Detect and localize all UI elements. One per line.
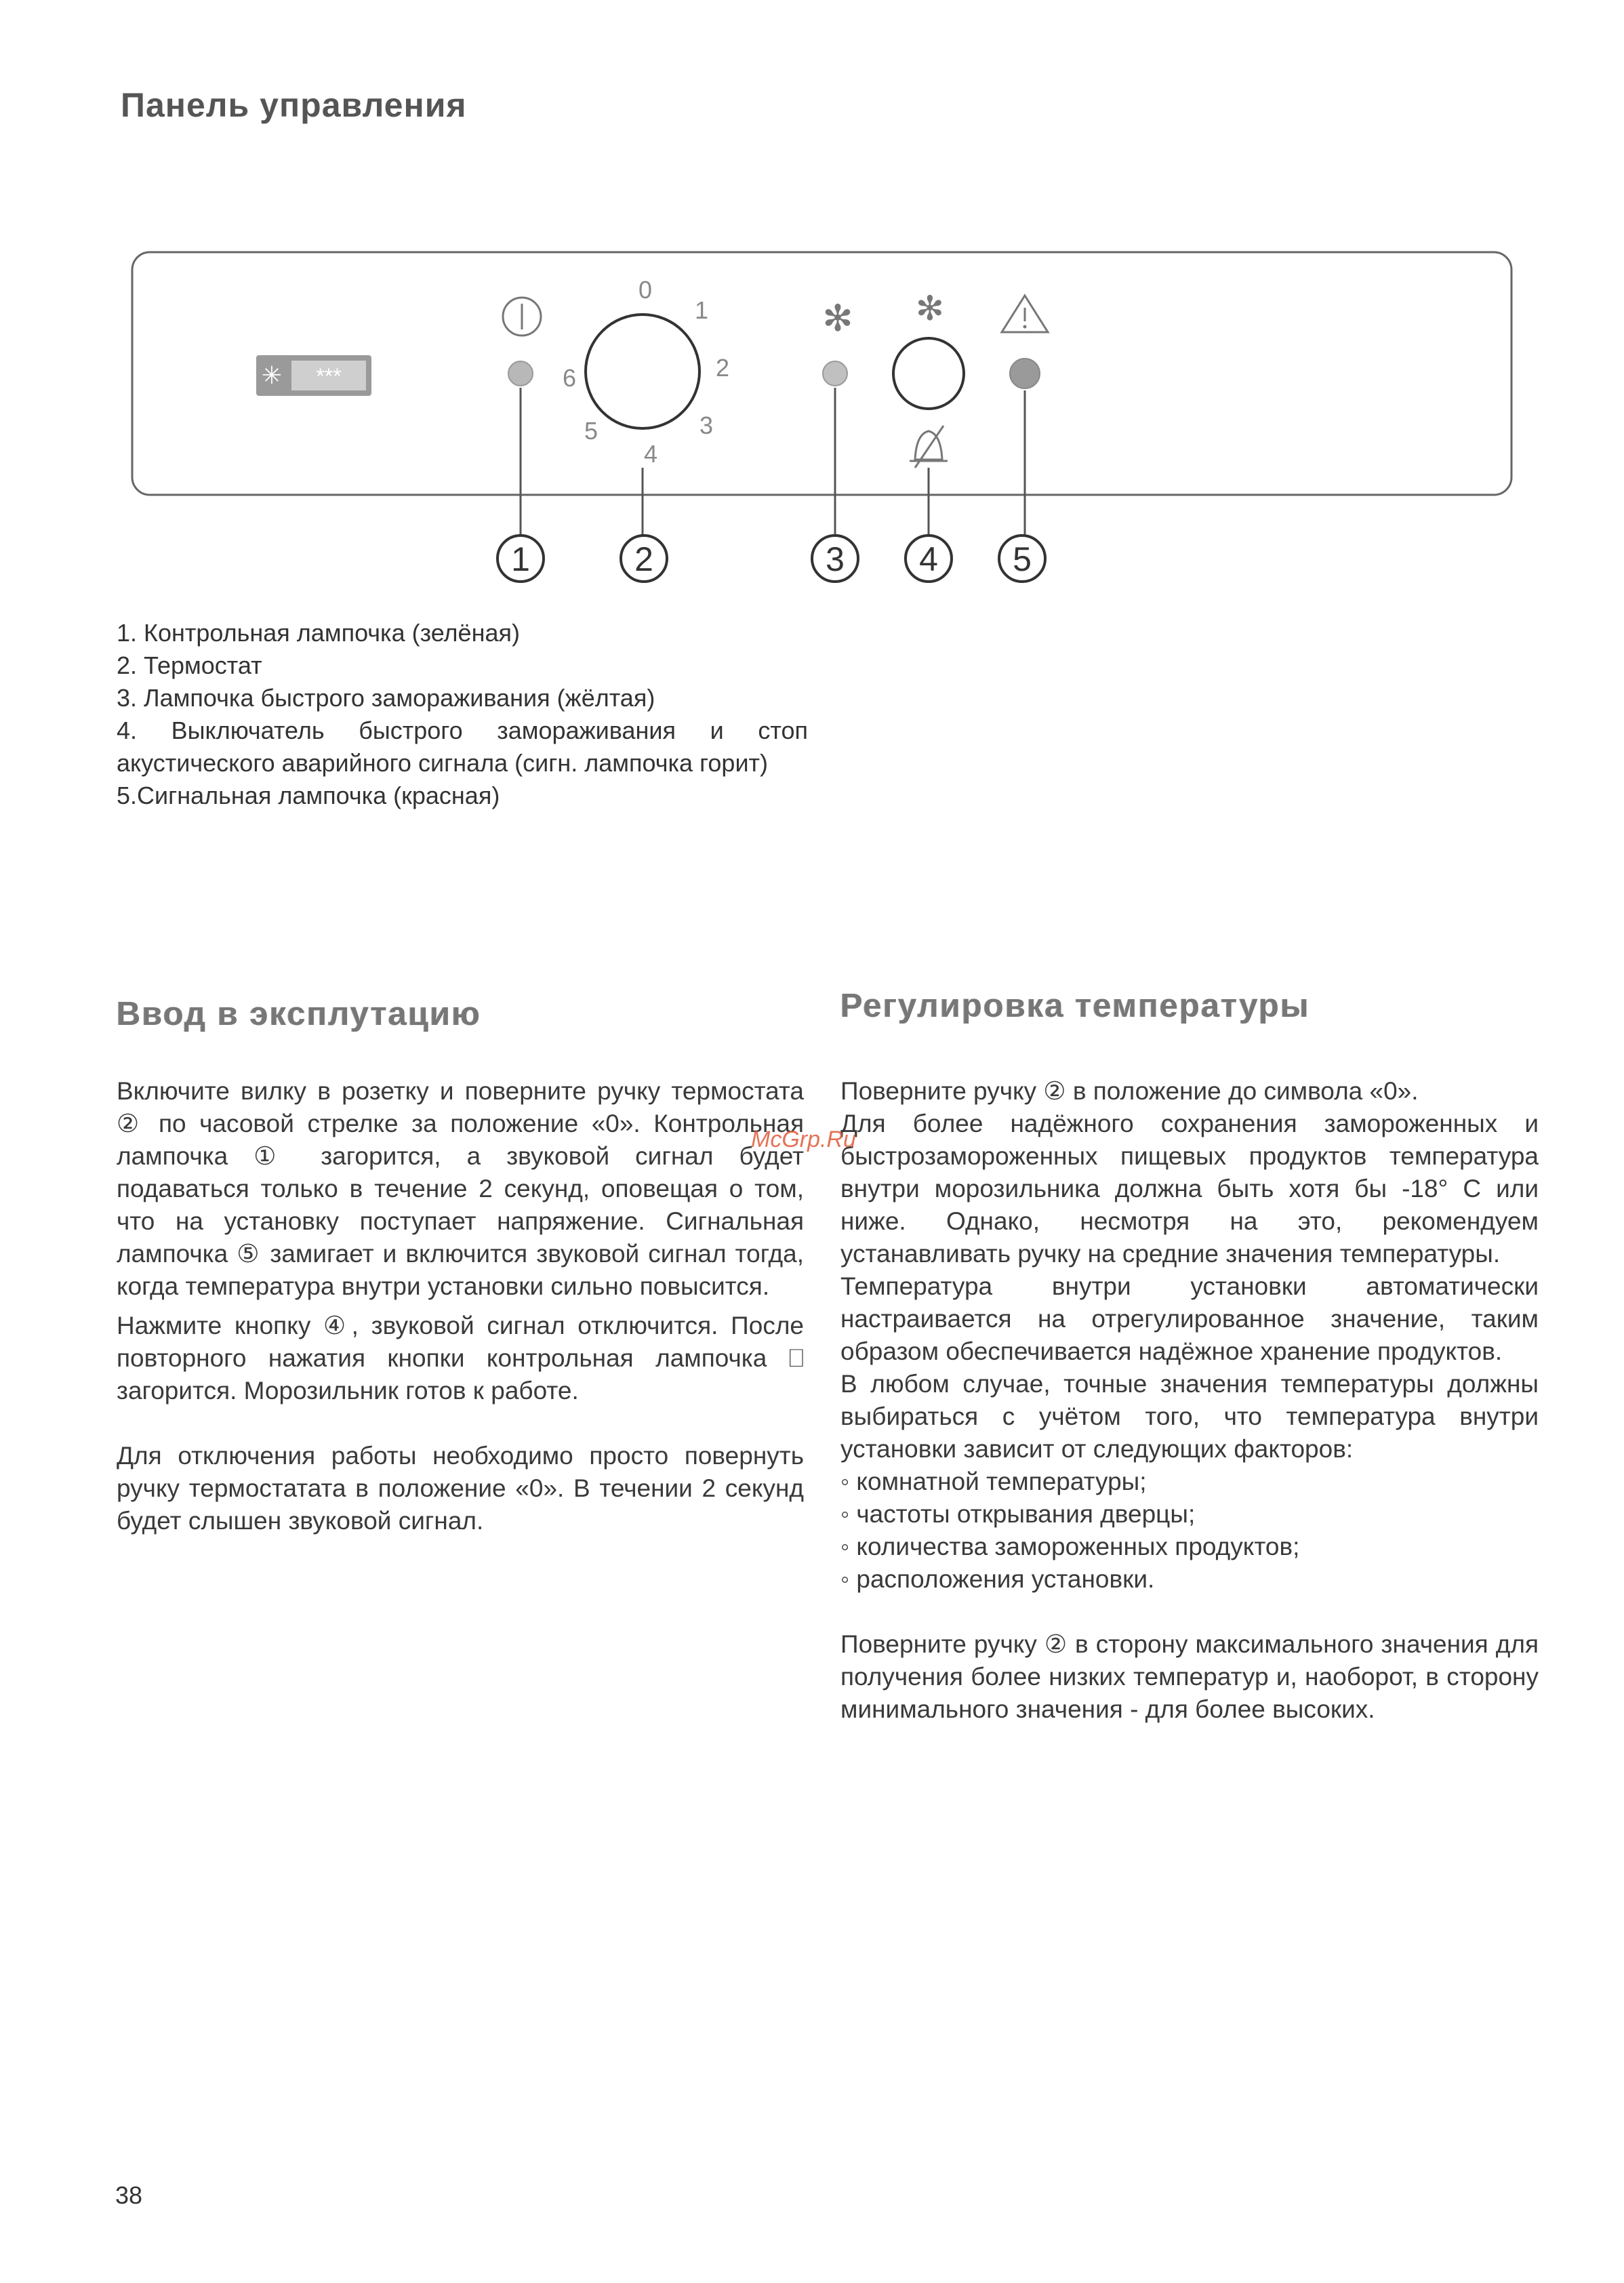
svg-text:1: 1: [511, 540, 530, 578]
freezer-star-label: [256, 355, 371, 396]
dial-number-2: 2: [715, 354, 730, 382]
dial-number-6: 6: [562, 364, 577, 392]
legend-item: 1. Контрольная лампочка (зелёная): [117, 619, 520, 647]
dial-number-3: 3: [699, 411, 714, 439]
svg-text:3: 3: [826, 540, 845, 578]
alarm-lamp-red: [1010, 359, 1040, 388]
callout-5: [999, 536, 1045, 582]
snowflake-icon: ✻: [822, 298, 853, 339]
section-heading-commissioning: Ввод в эксплутацию: [117, 996, 482, 1032]
temperature-text: [840, 1075, 1539, 1726]
section-heading-temperature: Регулировка температуры: [840, 988, 1310, 1024]
dial-number-5: 5: [584, 417, 598, 445]
paragraph: Температура внутри установки автоматически настраивается на отрегулированное значение, таким образом обеспечивается надёжное хранение продуктов.: [840, 1272, 1539, 1365]
svg-text:4: 4: [919, 540, 938, 578]
paragraph: Поверните ручку ② в положение до символа «0».: [840, 1077, 1419, 1105]
freezer-label-text: ***: [316, 364, 342, 388]
panel-legend: [117, 617, 808, 812]
legend-item: 3. Лампочка быстрого замораживания (жёлтая): [117, 684, 655, 712]
thermostat-dial[interactable]: [586, 315, 699, 428]
legend-item: 5.Сигнальная лампочка (красная): [117, 782, 500, 809]
paragraph: Для более надёжного сохранения замороженных и быстрозамороженных пищевых продуктов температура внутри морозильника должна быть хотя бы -18° С или ниже. Однако, несмотря на это, рекомендуем устанавливать ручку на средние значения температуры.: [840, 1110, 1539, 1268]
control-lamp-green: [508, 361, 533, 386]
page-title: Панель управления: [121, 86, 467, 124]
svg-text:5: 5: [1013, 540, 1032, 578]
list-item: ◦ комнатной температуры;: [840, 1466, 1539, 1498]
svg-text:2: 2: [634, 540, 653, 578]
legend-item: 2. Термостат: [117, 651, 262, 679]
fast-freeze-lamp-yellow: [823, 361, 847, 386]
bell-off-icon: [910, 426, 948, 468]
paragraph: Нажмите кнопку ④, звуковой сигнал отключится. После повторного нажатия кнопки контрольная лампочка ⎕ загорится. Морозильник готов к работе.: [117, 1312, 804, 1405]
callout-1: [498, 536, 544, 582]
control-panel-diagram: [0, 230, 1624, 610]
paragraph: Поверните ручку ② в сторону максимального значения для получения более низких температур и, наоборот, в сторону минимального значения - для более высоких.: [840, 1630, 1539, 1723]
paragraph: В любом случае, точные значения температуры должны выбираться с учётом того, что температура внутри установки зависит от следующих факторов:: [840, 1370, 1539, 1463]
fast-freeze-button[interactable]: [893, 338, 964, 409]
page-number: 38: [115, 2181, 143, 2209]
list-item: ◦ частоты открывания дверцы;: [840, 1498, 1539, 1531]
callout-4: [906, 536, 952, 582]
commissioning-text: [117, 1075, 804, 1537]
watermark: McGrp.Ru: [751, 1127, 856, 1152]
callout-3: [812, 536, 858, 582]
paragraph: Включите вилку в розетку и поверните ручку термостата ② по часовой стрелке за положение «0». Контрольная лампочка ① загорится, а звуковой сигнал будет подаваться только в течение 2 секунд, оповещая о том, что на установку поступает напряжение. Сигнальная лампочка ⑤ замигает и включится звуковой сигнал тогда, когда температура внутри установки сильно повысится.: [117, 1077, 804, 1300]
power-icon: [503, 298, 541, 336]
list-item: ◦ количества замороженных продуктов;: [840, 1531, 1539, 1563]
dial-number-1: 1: [694, 296, 709, 324]
factor-list: [840, 1466, 1539, 1596]
list-item: ◦ расположения установки.: [840, 1563, 1539, 1596]
dial-number-4: 4: [643, 440, 658, 468]
callout-2: [621, 536, 667, 582]
warning-triangle-icon: [1002, 296, 1048, 332]
paragraph: Для отключения работы необходимо просто повернуть ручку термостатата в положение «0». В течении 2 секунд будет слышен звуковой сигнал.: [117, 1442, 804, 1535]
svg-text:✳: ✳: [261, 361, 283, 389]
legend-item: 4. Выключатель быстрого замораживания и стоп акустического аварийного сигнала (сигн. лампочка горит): [117, 716, 808, 777]
snowflake-icon: ✻: [916, 289, 944, 327]
dial-number-0: 0: [638, 276, 653, 304]
